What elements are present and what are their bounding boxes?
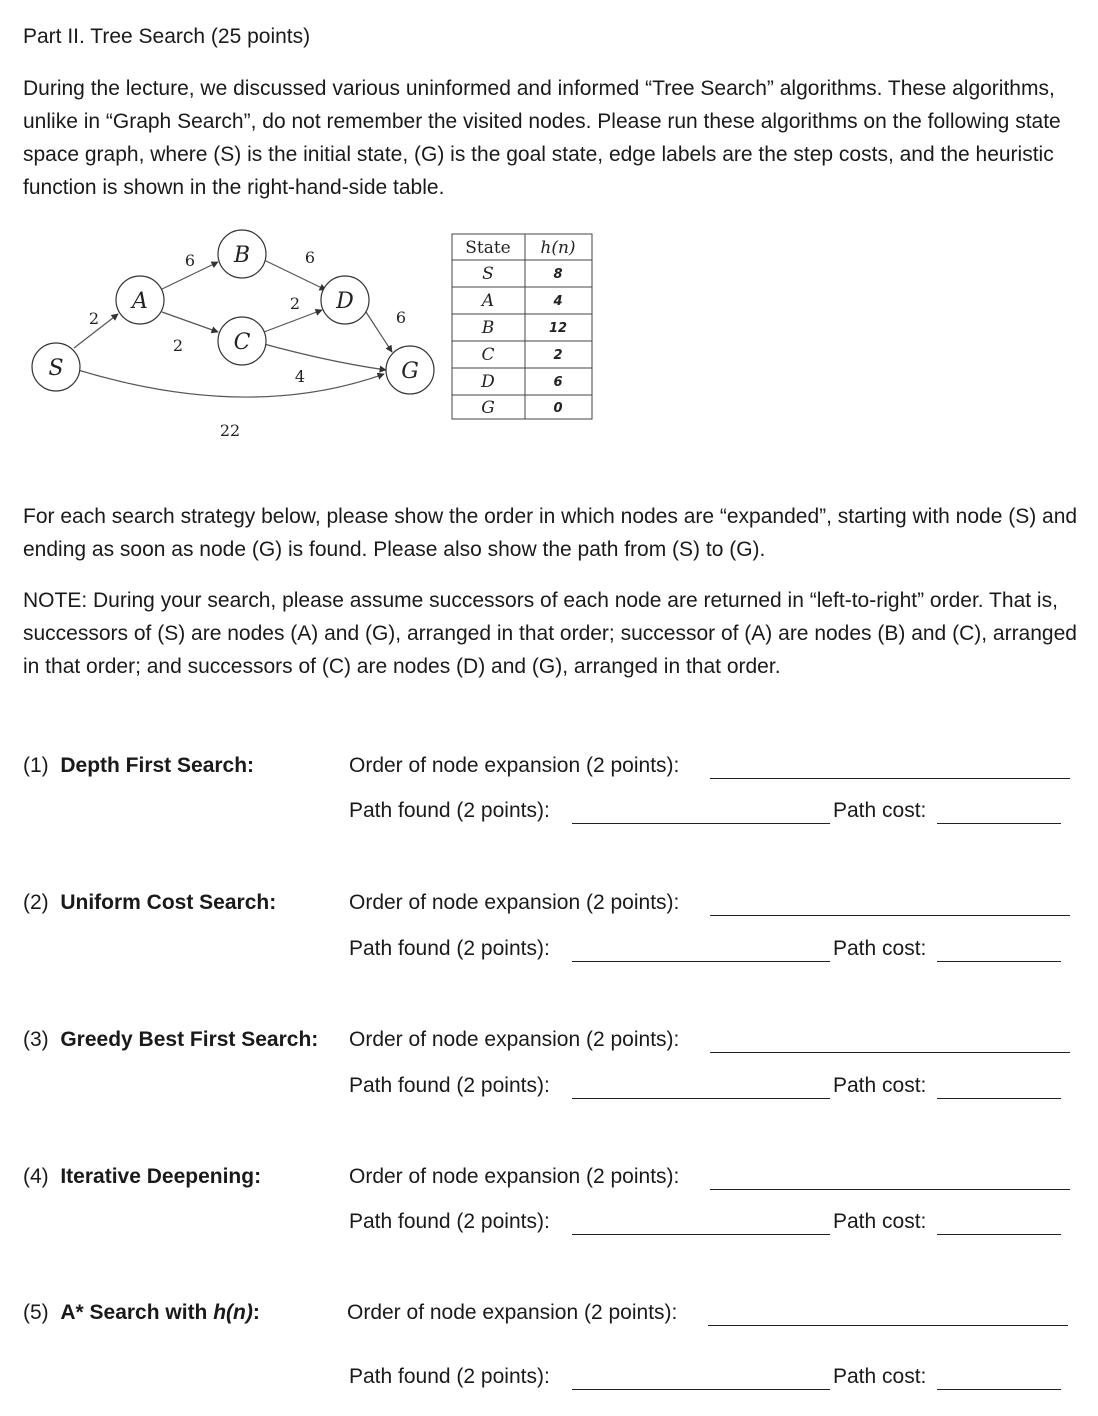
path-label: Path found (2 points): xyxy=(349,1074,550,1097)
table-header-hn: h(n) xyxy=(540,238,576,258)
question-3-title xyxy=(23,1028,318,1052)
question-number: (4) xyxy=(23,1165,49,1188)
edge-a-c xyxy=(162,312,218,332)
question-name: Greedy Best First Search: xyxy=(60,1028,319,1051)
path-cost-label: Path cost: xyxy=(833,799,927,822)
question-1-title xyxy=(23,754,254,778)
edge-cost-s-a: 2 xyxy=(88,309,100,328)
question-name: Iterative Deepening: xyxy=(60,1165,262,1188)
path-cost-label: Path cost: xyxy=(833,1210,927,1233)
path-cost-answer-line[interactable] xyxy=(937,823,1061,824)
order-label: Order of node expansion (2 points): xyxy=(349,891,680,914)
node-label-g: G xyxy=(401,359,419,384)
question-name: Uniform Cost Search: xyxy=(60,891,277,914)
order-label: Order of node expansion (2 points): xyxy=(349,754,680,777)
table-state-d: D xyxy=(481,372,495,392)
table-h-a: 4 xyxy=(553,294,563,309)
path-label: Path found (2 points): xyxy=(349,1365,550,1388)
path-answer-line[interactable] xyxy=(572,1234,830,1235)
question-5-title xyxy=(23,1301,260,1325)
edge-s-g xyxy=(78,370,384,397)
path-cost-answer-line[interactable] xyxy=(937,1098,1061,1099)
node-label-c: C xyxy=(233,330,251,355)
table-h-c: 2 xyxy=(553,348,563,363)
table-h-s: 8 xyxy=(553,267,563,282)
path-cost-label: Path cost: xyxy=(833,1365,927,1388)
table-state-c: C xyxy=(481,345,495,365)
table-h-g: 0 xyxy=(553,401,563,416)
path-label: Path found (2 points): xyxy=(349,1210,550,1233)
edge-d-g xyxy=(366,312,392,352)
edge-cost-d-g: 6 xyxy=(395,308,407,327)
question-name: Depth First Search: xyxy=(60,754,255,777)
order-answer-line[interactable] xyxy=(710,1052,1070,1053)
question-number: (2) xyxy=(23,891,49,914)
path-answer-line[interactable] xyxy=(572,1098,830,1099)
path-cost-answer-line[interactable] xyxy=(937,961,1061,962)
page-title: Part II. Tree Search (25 points) xyxy=(23,25,311,48)
path-cost-label: Path cost: xyxy=(833,937,927,960)
edge-cost-s-g: 22 xyxy=(219,421,241,440)
question-name: A* Search with xyxy=(60,1301,214,1324)
question-number: (5) xyxy=(23,1301,49,1324)
edge-cost-b-d: 6 xyxy=(304,248,316,267)
node-label-a: A xyxy=(132,289,148,314)
path-label: Path found (2 points): xyxy=(349,937,550,960)
question-name-italic: h(n) xyxy=(213,1301,253,1324)
table-state-g: G xyxy=(481,398,495,418)
question-2-title xyxy=(23,891,276,915)
edge-c-d xyxy=(264,310,322,332)
question-name-suffix: : xyxy=(252,1301,260,1324)
question-number: (1) xyxy=(23,754,49,777)
order-label: Order of node expansion (2 points): xyxy=(347,1301,678,1324)
table-state-s: S xyxy=(482,264,494,284)
edge-cost-c-d: 2 xyxy=(289,294,301,313)
table-state-b: B xyxy=(481,318,495,338)
path-cost-answer-line[interactable] xyxy=(937,1389,1061,1390)
edge-cost-c-g: 4 xyxy=(294,367,306,386)
table-h-b: 12 xyxy=(548,321,568,336)
order-answer-line[interactable] xyxy=(710,915,1070,916)
edge-cost-a-c: 2 xyxy=(172,336,184,355)
path-cost-label: Path cost: xyxy=(833,1074,927,1097)
order-answer-line[interactable] xyxy=(710,1189,1070,1190)
edge-c-g xyxy=(264,344,386,370)
intro-paragraph: During the lecture, we discussed various uninformed and informed “Tree Search” algorithms. These algorithms, unlike in “Graph Search”, do not remember the visited nodes. Please run these algorithms on the following state space graph, where (S) is the initial state, (G) is the goal state, edge labels are the step costs, and the heuristic function is shown in the right-hand-side table. xyxy=(23,77,1061,199)
path-cost-answer-line[interactable] xyxy=(937,1234,1061,1235)
edge-cost-a-b: 6 xyxy=(184,251,196,270)
table-state-a: A xyxy=(481,291,495,311)
order-answer-line[interactable] xyxy=(710,778,1070,779)
question-4-title xyxy=(23,1165,261,1189)
question-number: (3) xyxy=(23,1028,49,1051)
edge-b-d xyxy=(264,260,326,290)
table-header-state: State xyxy=(465,238,511,258)
instruction-paragraph: For each search strategy below, please show the order in which nodes are “expanded”, starting with node (S) and ending as soon as node (G) is found. Please also show the path from (S) to (G). xyxy=(23,505,1078,561)
path-answer-line[interactable] xyxy=(572,823,830,824)
order-answer-line[interactable] xyxy=(708,1325,1068,1326)
state-space-graph xyxy=(20,220,580,440)
table-h-d: 6 xyxy=(553,375,563,390)
note-paragraph: NOTE: During your search, please assume successors of each node are returned in “left-to-right” order. That is, successors of (S) are nodes (A) and (G), arranged in that order; successor of (A) are nodes (B) and (C), arranged in that order; and successors of (C) are nodes (D) and (G), arranged in that order. xyxy=(23,589,1077,678)
path-label: Path found (2 points): xyxy=(349,799,550,822)
node-label-d: D xyxy=(336,289,354,314)
heuristic-table xyxy=(452,234,592,419)
node-label-s: S xyxy=(48,356,64,381)
path-answer-line[interactable] xyxy=(572,1389,830,1390)
order-label: Order of node expansion (2 points): xyxy=(349,1028,680,1051)
node-label-b: B xyxy=(233,243,251,268)
order-label: Order of node expansion (2 points): xyxy=(349,1165,680,1188)
path-answer-line[interactable] xyxy=(572,961,830,962)
